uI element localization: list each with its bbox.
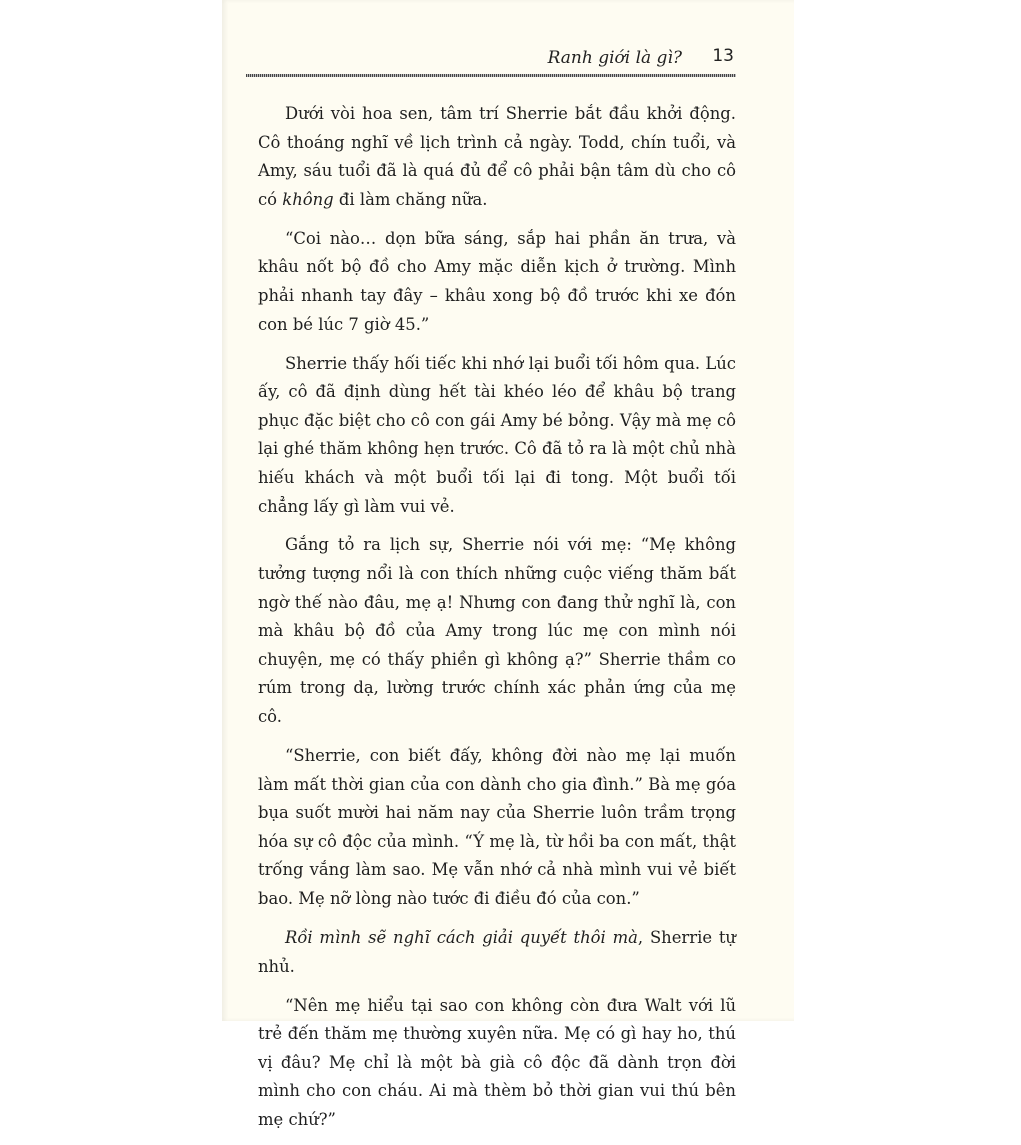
- paragraph-text: , Sherrie tự nhủ.: [258, 927, 736, 976]
- paragraph: [258, 225, 736, 339]
- page-number: 13: [712, 46, 734, 66]
- body-text: [258, 100, 736, 1145]
- paragraph-text: đi làm chăng nữa.: [333, 189, 488, 209]
- header-rule: [246, 74, 736, 77]
- paragraph-text: Sherrie thấy hối tiếc khi nhớ lại buổi tối hôm qua. Lúc ấy, cô đã định dùng hết tài khéo léo để khâu bộ trang phục đặc biệt cho cô con gái Amy bé bỏng. Vậy mà mẹ cô lại ghé thăm không hẹn trước. Cô đã tỏ ra là một chủ nhà hiếu khách và một buổi tối lại đi tong. Một buổi tối chẳng lấy gì làm vui vẻ.: [258, 353, 736, 516]
- paragraph: [258, 924, 736, 981]
- paragraph-text: “Coi nào… dọn bữa sáng, sắp hai phần ăn trưa, và khâu nốt bộ đồ cho Amy mặc diễn kịch ở trường. Mình phải nhanh tay đây – khâu xong bộ đồ trước khi xe đón con bé lúc 7 giờ 45.”: [258, 228, 736, 334]
- paragraph-text: “Nên mẹ hiểu tại sao con không còn đưa Walt với lũ trẻ đến thăm mẹ thường xuyên nữa. Mẹ có gì hay ho, thú vị đâu? Mẹ chỉ là một bà già cô độc đã dành trọn đời mình cho con cháu. Ai mà thèm bỏ thời gian vui thú bên mẹ chứ?”: [258, 995, 736, 1129]
- running-header: [246, 48, 736, 74]
- chapter-title: Ranh giới là gì?: [547, 48, 682, 68]
- paragraph-text: Dưới vòi hoa sen, tâm trí Sherrie bắt đầu khởi động. Cô thoáng nghĩ về lịch trình cả ngày. Todd, chín tuổi, và Amy, sáu tuổi đã là quá đủ để cô phải bận tâm dù cho cô có: [258, 104, 736, 209]
- paragraph: [258, 531, 736, 731]
- emphasis-text: không: [282, 189, 334, 209]
- paragraph: [258, 742, 736, 914]
- paragraph: [258, 992, 736, 1135]
- emphasis-text: Rồi mình sẽ nghĩ cách giải quyết thôi mà: [285, 927, 638, 947]
- paragraph-text: Gắng tỏ ra lịch sự, Sherrie nói với mẹ: “Mẹ không tưởng tượng nổi là con thích những cuộc viếng thăm bất ngờ thế nào đâu, mẹ ạ! Nhưng con đang thử nghĩ là, con mà khâu bộ đồ của Amy trong lúc mẹ con mình nói chuyện, mẹ có thấy phiền gì không ạ?” Sherrie thầm co rúm trong dạ, lường trước chính xác phản ứng của mẹ cô.: [258, 535, 736, 727]
- paragraph-text: “Sherrie, con biết đấy, không đời nào mẹ lại muốn làm mất thời gian của con dành cho gia đình.” Bà mẹ góa bụa suốt mười hai năm nay của Sherrie luôn trầm trọng hóa sự cô độc của mình. “Ý mẹ là, từ hồi ba con mất, thật trống vắng làm sao. Mẹ vẫn nhớ cả nhà mình vui vẻ biết bao. Mẹ nỡ lòng nào tước đi điều đó của con.”: [258, 746, 736, 908]
- paragraph: [258, 350, 736, 522]
- paragraph: [258, 100, 736, 214]
